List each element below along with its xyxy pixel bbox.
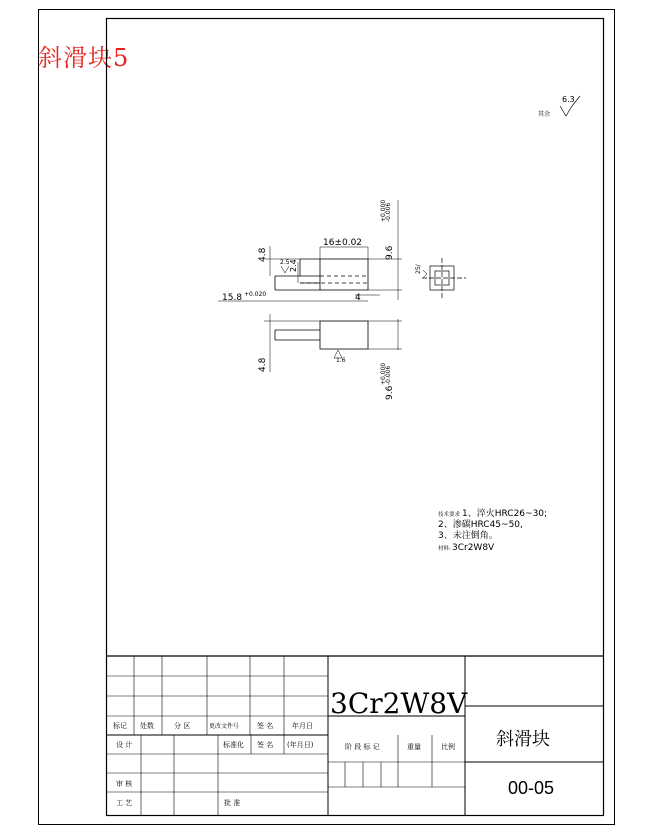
label-count: 处数 — [140, 722, 154, 730]
dim-1-6: 1.6 — [336, 357, 346, 364]
label-weight: 重量 — [407, 743, 421, 751]
dim-2-4: 2.4 — [289, 259, 298, 272]
label-change-doc: 更改文件号 — [209, 723, 240, 730]
tech-note-material-prefix: 材料: — [438, 546, 451, 552]
tech-note-2: 2、渗碳HRC45~50, — [438, 520, 523, 530]
tech-note-1: 1、淬火HRC26~30; — [462, 509, 548, 519]
label-process: 工 艺 — [116, 799, 133, 807]
label-date: 年月日 — [292, 722, 313, 730]
label-sign2: 签 名 — [257, 741, 274, 749]
title-block-material: 3Cr2W8V — [330, 687, 468, 720]
title-block-drawing-number: 00-05 — [508, 778, 555, 798]
dim-9-6-tol-top: +0.000 — [380, 199, 387, 222]
label-mark: 标记 — [113, 722, 127, 730]
dim-15-8-main: 15.8 — [222, 293, 243, 303]
dim-9-6-bot-tol-bottom: -0.006 — [385, 365, 392, 385]
tech-note-3: 3、未注倒角。 — [438, 531, 498, 541]
dim-9-6-main: 9.6 — [385, 245, 395, 260]
outer-sheet-frame — [39, 10, 615, 825]
dim-15-8-tol: +0.020 — [244, 291, 267, 298]
side-roughness-icon — [423, 270, 427, 278]
dim-9-6-bot-tol-top: +0.000 — [380, 362, 387, 385]
label-stage-mark: 阶 段 标 记 — [345, 743, 380, 751]
drawing-title: 斜滑块5 — [38, 44, 130, 72]
roughness-mark-icon — [281, 266, 289, 273]
title-block-part-name: 斜滑块 — [496, 729, 550, 750]
dim-4: 4 — [355, 293, 361, 303]
label-zone: 分 区 — [174, 722, 191, 730]
surface-roughness-note — [538, 95, 580, 118]
dim-4-8-top: 4.8 — [258, 247, 268, 262]
roughness-symbol-icon — [560, 106, 572, 116]
technical-notes — [438, 507, 547, 553]
roughness-label: 其余 — [538, 111, 551, 118]
label-signature: 签 名 — [257, 722, 274, 730]
label-standardize: 标准化 — [223, 741, 244, 749]
dim-16: 16±0.02 — [323, 238, 363, 248]
dim-9-6-bot-main: 9.6 — [385, 385, 395, 400]
tech-note-material: 3Cr2W8V — [452, 543, 495, 553]
tech-note-prefix: 技术要求 — [438, 512, 461, 518]
dim-4-8-bottom: 4.8 — [258, 357, 268, 372]
dim-9-6-tol-bottom: -0.006 — [385, 202, 392, 222]
dim-2-5-small: 2.5 — [280, 259, 290, 266]
part-bottom-view — [275, 321, 368, 349]
label-date2: (年月日) — [287, 741, 314, 749]
top-view-dimension-lines — [218, 200, 402, 301]
label-scale: 比例 — [441, 743, 455, 751]
label-approve: 批 准 — [224, 799, 241, 807]
part-end-view — [422, 258, 466, 298]
dim-25-side: 25/ — [415, 264, 422, 274]
roughness-value: 6.3 — [562, 95, 575, 104]
label-design: 设 计 — [116, 741, 133, 749]
label-review: 审 核 — [116, 780, 133, 788]
